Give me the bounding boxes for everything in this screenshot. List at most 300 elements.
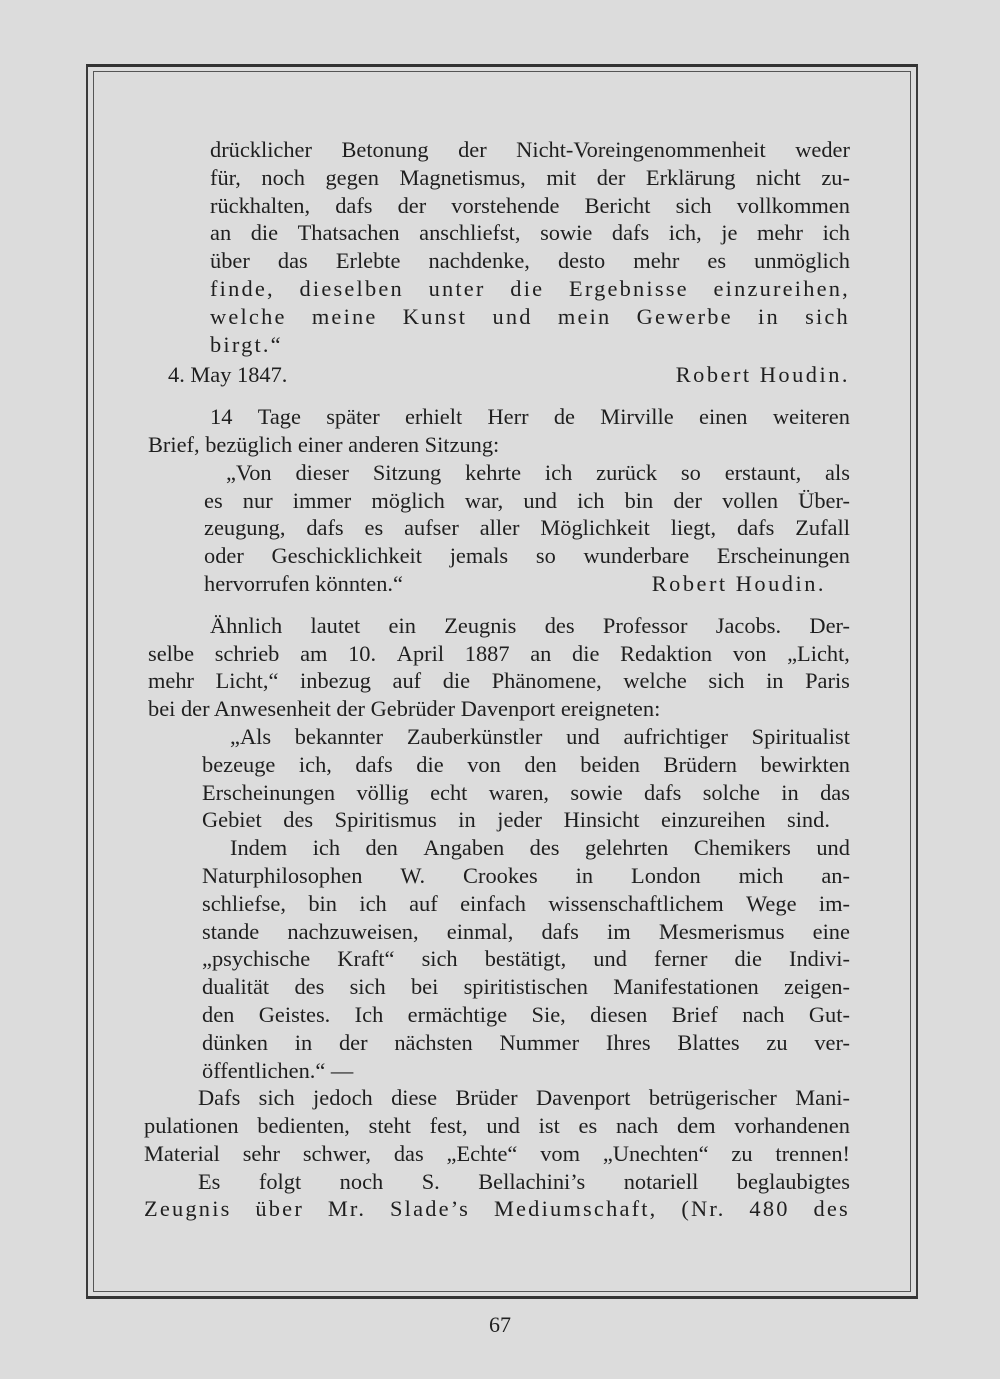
word: betrügerischer (648, 1085, 777, 1111)
word: Manifestationen (613, 974, 759, 1000)
word: Erlebte (335, 248, 401, 274)
word: Spiritismus (334, 807, 437, 833)
word: Mr. (327, 1196, 367, 1222)
word: drücklicher (210, 137, 312, 162)
word: (Nr. (681, 1196, 726, 1222)
word: dieser (295, 459, 349, 485)
word: dafs (306, 515, 344, 541)
word: und (816, 835, 850, 861)
word: schliefse, (202, 890, 286, 916)
word: dafs (644, 779, 682, 805)
text-line (202, 1029, 850, 1057)
word: oder (204, 543, 244, 569)
text-line (210, 192, 850, 220)
text-line (202, 918, 850, 946)
word: in (758, 303, 780, 329)
word: Zufall (795, 515, 850, 541)
word: Professor (602, 612, 688, 638)
word: London (631, 862, 701, 888)
word: das (277, 248, 308, 274)
word: in (458, 807, 476, 833)
word: „psychische (202, 946, 311, 972)
word: nur (242, 487, 273, 513)
word: Geistes. (258, 1001, 331, 1027)
word: die (734, 946, 762, 972)
word: inbezug (300, 668, 371, 694)
word: und (486, 1113, 520, 1139)
word: und (492, 303, 533, 329)
word: nicht (756, 164, 801, 190)
word: diesen (590, 1001, 648, 1027)
word: ferner (653, 946, 708, 972)
word: für, (210, 164, 241, 190)
word: Mesmerismus (658, 918, 785, 944)
word: an (530, 640, 552, 666)
letter-date: 4. May 1847. (168, 362, 288, 388)
word: beiden (580, 751, 640, 777)
word: den (524, 751, 557, 777)
word: zu (731, 1140, 753, 1166)
text-line (210, 164, 850, 192)
word: dafs (737, 515, 775, 541)
word: der (458, 137, 487, 162)
word: auf (409, 890, 438, 916)
word: sich (349, 974, 386, 1000)
word: später (326, 404, 380, 430)
word: Erklärung (645, 164, 736, 190)
word: einzureihen (661, 807, 766, 833)
word: Angaben (423, 835, 505, 861)
word: mich (738, 862, 784, 888)
word: von (732, 640, 767, 666)
word: je (721, 220, 738, 246)
paragraph (144, 1084, 850, 1223)
text-line (148, 403, 850, 431)
word: Naturphilosophen (202, 862, 363, 888)
word: sich (805, 303, 850, 329)
word: Davenport (535, 1085, 631, 1111)
text-line: Brief, bezüglich einer anderen Sitzung: (148, 431, 500, 457)
word: S. (421, 1168, 440, 1194)
word: vollen (722, 487, 779, 513)
word: „Von (226, 459, 272, 485)
word: 1887 (464, 640, 510, 666)
word: die (572, 640, 600, 666)
word: des (813, 1196, 850, 1222)
word: Wege (746, 890, 797, 916)
word: kehrte (465, 459, 522, 485)
word: Licht,“ (215, 668, 279, 694)
word: bin (308, 890, 337, 916)
page-number: 67 (489, 1312, 511, 1337)
word: die (416, 751, 444, 777)
word: Crookes (463, 862, 538, 888)
word: noch (339, 1168, 384, 1194)
word: gegen (325, 164, 379, 190)
word: Gewerbe (636, 303, 733, 329)
word: in (575, 862, 594, 888)
word: nachzuweisen, (287, 918, 419, 944)
word: ein (388, 612, 416, 638)
text-line (144, 1140, 850, 1168)
word: dieselben (299, 275, 404, 301)
word: ich (312, 835, 341, 861)
word: ermächtige (407, 1001, 508, 1027)
text-line (204, 542, 850, 570)
word: welche (623, 668, 687, 694)
text-line (144, 1168, 850, 1196)
word: 10. (348, 640, 377, 666)
word: sich (675, 192, 712, 218)
word: zu- (821, 164, 850, 190)
word: in (766, 668, 784, 694)
word: Hinsicht (563, 807, 640, 833)
word: nachdenke, (428, 248, 530, 274)
word: bin (624, 487, 654, 513)
word: immer (292, 487, 352, 513)
date-signature-line (168, 361, 850, 389)
text-line (210, 136, 850, 164)
text-line (148, 640, 850, 668)
word: sich (258, 1085, 295, 1111)
word: Bellachini’s (478, 1168, 586, 1194)
word: Sitzung (372, 459, 442, 485)
word: zeigen- (784, 974, 850, 1000)
text-span: hervorrufen könnten.“ (204, 570, 403, 596)
word: von (467, 751, 501, 777)
word: mehr (633, 248, 680, 274)
word: „Licht, (787, 640, 850, 666)
word: 14 (210, 404, 233, 430)
word: als (825, 459, 850, 485)
text-line (202, 890, 850, 918)
word: trennen! (775, 1140, 850, 1166)
text-line (204, 514, 850, 542)
word: dualität (202, 974, 270, 1000)
word: jemals (449, 543, 509, 569)
word: mein (557, 303, 612, 329)
word: der (397, 192, 427, 218)
word: Spiritualist (751, 723, 850, 749)
signature: Robert Houdin. (651, 570, 826, 596)
word: liegt, (670, 515, 717, 541)
word: sowie (540, 220, 593, 246)
text-line: birgt.“ (210, 331, 283, 357)
text-line (144, 1112, 850, 1140)
word: Ihres (605, 1029, 651, 1055)
text-line (204, 570, 850, 598)
word: des (529, 835, 560, 861)
word: so (535, 543, 556, 569)
word: vorhandenen (734, 1113, 850, 1139)
word: bedienten, (257, 1113, 350, 1139)
word: des (294, 974, 325, 1000)
word: die (442, 668, 471, 694)
word: des (283, 807, 314, 833)
quote (204, 459, 850, 598)
word: ich (359, 890, 387, 916)
word: lautet (310, 612, 361, 638)
word: Mani- (795, 1085, 850, 1111)
word: den (202, 1001, 235, 1027)
word: sehr (242, 1140, 280, 1166)
text-line (148, 667, 850, 695)
word: wissenschaftlichem (548, 890, 724, 916)
word: schrieb (214, 640, 280, 666)
word: W. (400, 862, 426, 888)
word: über (210, 248, 250, 274)
word: Geschicklichkeit (271, 543, 422, 569)
word: ist (538, 1113, 560, 1139)
word: Ich (354, 1001, 384, 1027)
text-line (202, 723, 850, 751)
word: war, (464, 487, 504, 513)
word: Nicht-Voreingenommenheit (516, 137, 766, 162)
word: bei (410, 974, 439, 1000)
word: weder (795, 137, 850, 162)
word: in (294, 1029, 313, 1055)
word: folgt (258, 1168, 302, 1194)
word: vollkommen (736, 192, 850, 218)
word: die (250, 220, 279, 246)
signature: Robert Houdin. (675, 362, 850, 388)
word: Kunst (402, 303, 468, 329)
word: am (300, 640, 328, 666)
text-line (202, 806, 850, 834)
word: möglich (371, 487, 445, 513)
text-line (204, 459, 850, 487)
word: Gut- (808, 1001, 850, 1027)
word: Ähnlich (210, 612, 283, 638)
word: einen (699, 404, 748, 430)
word: der (338, 1029, 368, 1055)
word: des (544, 612, 575, 638)
text-line (202, 862, 850, 890)
word: es (707, 248, 727, 274)
text-line (144, 1084, 850, 1112)
word: Brüdern (663, 751, 737, 777)
word: meine (311, 303, 378, 329)
word: Magnetismus, (399, 164, 526, 190)
text-line: bei der Anwesenheit der Gebrüder Davenport ereigneten: (148, 696, 661, 722)
word: den (365, 835, 398, 861)
word: Indivi- (788, 946, 850, 972)
word: Dafs (198, 1085, 241, 1111)
word: im (606, 918, 631, 944)
word: nach (742, 1001, 785, 1027)
word: bekannter (294, 723, 384, 749)
text-line (202, 973, 850, 1001)
word: das (393, 1140, 424, 1166)
word: aufser (404, 515, 459, 541)
word: vorstehende (451, 192, 560, 218)
word: fest, (429, 1113, 468, 1139)
word: zeugung, (204, 515, 286, 541)
quote (202, 723, 850, 834)
word: Ergebnisse (568, 275, 689, 301)
text-line (144, 1195, 850, 1223)
word: Über- (798, 487, 850, 513)
word: anschliefst, (419, 220, 521, 246)
word: im- (818, 890, 850, 916)
word: sich (421, 946, 458, 972)
word: Brüder (455, 1085, 518, 1111)
word: bezeuge (202, 751, 276, 777)
word: Erscheinungen (202, 779, 336, 805)
word: Zeugnis (144, 1196, 232, 1222)
word: über (255, 1196, 304, 1222)
word: Kraft“ (337, 946, 395, 972)
word: nach (615, 1113, 659, 1139)
word: Herr (487, 404, 529, 430)
word: es (204, 487, 223, 513)
word: das (820, 779, 850, 805)
paragraph (148, 403, 850, 459)
word: Zauberkünstler (406, 723, 543, 749)
word: nächsten (394, 1029, 473, 1055)
word: stande (202, 918, 260, 944)
word: in (781, 779, 799, 805)
word: bewirkten (760, 751, 850, 777)
text-line (204, 487, 850, 515)
word: dünken (202, 1029, 268, 1055)
word: Es (198, 1168, 221, 1194)
word: Thatsachen (297, 220, 400, 246)
word: spiritistischen (463, 974, 588, 1000)
text-line (210, 247, 850, 275)
word: Slade’s (390, 1196, 471, 1222)
word: ver- (814, 1029, 850, 1055)
word: die (510, 275, 545, 301)
text-line (202, 834, 850, 862)
word: und (593, 946, 627, 972)
text-line (202, 751, 850, 779)
word: Brief (671, 1001, 718, 1027)
word: gelehrten (585, 835, 669, 861)
word: steht (368, 1113, 411, 1139)
word: es (578, 1113, 598, 1139)
word: de (553, 404, 575, 430)
text-line (210, 303, 850, 331)
paragraph (148, 612, 850, 723)
quote (202, 834, 850, 1084)
word: mehr (148, 668, 195, 694)
text-line (210, 219, 850, 247)
word: aufrichtiger (623, 723, 728, 749)
word: echt (430, 779, 468, 805)
word: und (566, 723, 600, 749)
word: dafs (355, 751, 393, 777)
word: Mediumschaft, (493, 1196, 658, 1222)
word: „Unechten“ (602, 1140, 709, 1166)
word: zurück (596, 459, 658, 485)
word: Chemikers (693, 835, 791, 861)
word: schwer, (302, 1140, 371, 1166)
word: so (680, 459, 701, 485)
word: ich, (668, 220, 702, 246)
word: noch (261, 164, 305, 190)
word: aller (479, 515, 520, 541)
word: an- (821, 862, 850, 888)
body-text (144, 136, 850, 1223)
word: vom (540, 1140, 581, 1166)
word: eine (812, 918, 850, 944)
word: Tage (257, 404, 301, 430)
word: Indem (230, 835, 288, 861)
word: an (210, 220, 232, 246)
word: auf (392, 668, 422, 694)
word: Redaktion (620, 640, 713, 666)
word: Möglichkeit (540, 515, 650, 541)
word: einzureihen, (713, 275, 850, 301)
paragraph-continuation (210, 136, 850, 358)
word: mit (546, 164, 577, 190)
word: weiteren (772, 404, 850, 430)
word: solche (702, 779, 760, 805)
word: der (596, 164, 626, 190)
text-line (210, 275, 850, 303)
word: Nummer (499, 1029, 580, 1055)
word: notariell (623, 1168, 699, 1194)
word: Material (144, 1140, 220, 1166)
word: wunderbare (583, 543, 690, 569)
word: „Als (230, 723, 272, 749)
word: einfach (460, 890, 526, 916)
word: dafs (335, 192, 373, 218)
word: Betonung (341, 137, 429, 162)
word: Der- (809, 612, 850, 638)
word: 480 (749, 1196, 790, 1222)
word: dafs (541, 918, 579, 944)
word: Erscheinungen (716, 543, 850, 569)
word: waren, (488, 779, 550, 805)
word: Jacobs. (715, 612, 782, 638)
word: bestätigt, (484, 946, 567, 972)
word: einmal, (446, 918, 514, 944)
word: Phänomene, (491, 668, 602, 694)
word: es (364, 515, 384, 541)
word: und (523, 487, 557, 513)
word: sich (708, 668, 745, 694)
word: Gebiet (202, 807, 262, 833)
word: jedoch (313, 1085, 373, 1111)
word: selbe (148, 640, 195, 666)
word: Blattes (677, 1029, 740, 1055)
text-line (148, 612, 850, 640)
word: pulationen (144, 1113, 239, 1139)
word: unmöglich (754, 248, 850, 274)
text-line (202, 945, 850, 973)
word: welche (210, 303, 287, 329)
word: Bericht (584, 192, 651, 218)
word: Mirville (600, 404, 674, 430)
word: April (396, 640, 445, 666)
word: Paris (805, 668, 850, 694)
word: Zeugnis (444, 612, 517, 638)
word: Sie, (531, 1001, 566, 1027)
word: beglaubigtes (736, 1168, 850, 1194)
word: finde, (210, 275, 275, 301)
word: völlig (356, 779, 409, 805)
word: ich (822, 220, 850, 246)
word: sowie (570, 779, 623, 805)
word: dem (676, 1113, 716, 1139)
word: dafs (611, 220, 650, 246)
word: erstaunt, (724, 459, 802, 485)
word: rückhalten, (210, 192, 311, 218)
text-line (202, 779, 850, 807)
word: ich (577, 487, 605, 513)
